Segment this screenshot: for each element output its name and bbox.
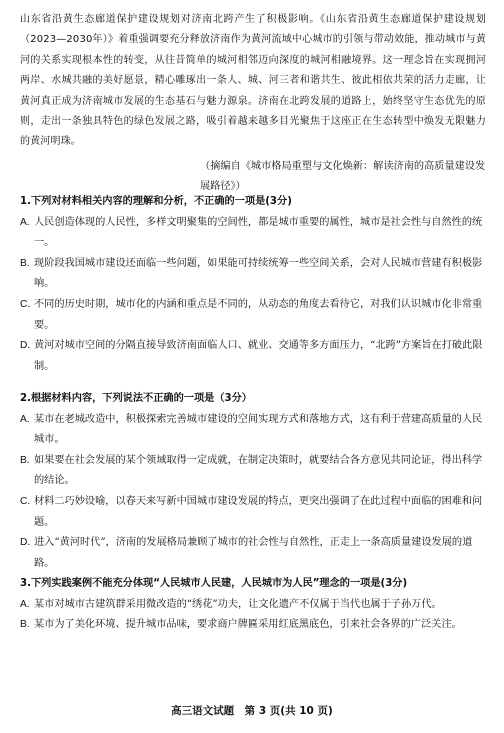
option-a: A. 某市对城市古建筑群采用微改造的“绣花”功夫，让文化遗产不仅属于当代也属于子孙万代。 — [20, 598, 442, 610]
question-1 — [20, 192, 486, 377]
option-a: A. 某市在老城改造中，积极探索完善城市建设的空间实现方式和落地方式，这有利于营建高质量的人民城市。 — [20, 413, 483, 446]
option-d: D. 进入“黄河时代”，济南的发展格局兼顾了城市的社会性与自然性，正走上一条高质量建设发展的道路。 — [20, 537, 473, 569]
option-a: A. 人民创造体现的人民性，多样文明聚集的空间性，都是城市重要的属性，城市是社会性与自然性的统一。 — [20, 216, 483, 249]
question-stem: 3.下列实践案例不能充分体现“人民城市人民建，人民城市为人民”理念的一项是(3分) — [20, 578, 408, 589]
question-stem: 2.根据材料内容，下列说法不正确的一项是（3分） — [20, 393, 252, 404]
option-c: C. 材料二巧妙设喻，以春天来写新中国城市建设发展的特点，更突出强调了在此过程中面临的困难和问题。 — [20, 495, 483, 528]
question-2 — [20, 389, 486, 574]
option-c: C. 不同的历史时期，城市化的内涵和重点是不同的，从动态的角度去看待它，对我们认识城市化非常重要。 — [20, 298, 483, 331]
option-b: B. 现阶段我国城市建设还面临一些问题，如果能可持续统筹一些空间关系，会对人民城市营建有积极影响。 — [20, 257, 483, 290]
question-stem: 1.下列对材料相关内容的理解和分析，不正确的一项是(3分) — [20, 196, 292, 207]
option-b: B. 某市为了美化环境、提升城市品味，要求商户牌匾采用红底黑底色，引来社会各界的广泛关注。 — [20, 619, 462, 631]
option-d: D. 黄河对城市空间的分隔直接导致济南面临人口、就业、交通等多方面压力，“北跨”方案旨在打破此限制。 — [20, 340, 483, 372]
question-3 — [20, 574, 486, 636]
source-citation: （摘编自《城市格局重塑与文化焕新：解读济南的高质量建设发展路径》） — [200, 161, 486, 192]
passage-text: 山东省沿黄生态廊道保护建设规划对济南北跨产生了积极影响。《山东省沿黄生态廊道保护建设规划（2023—2030年）》着重强调要充分释放济南作为黄河流域中心城市的引领与带动效能，推动城市与黄河的关系实现根本性的转变，从往昔简单的城河相邻迈向深度的城河相融境界。这一理念旨在实现拥河两岸、水城共融的美好愿景，精心雕琢出一条人、城、河三者和谐共生、彼此相依共荣的活力走廊，让黄河真正成为济南城市发展的生态基石与魅力源泉。济南在北跨发展的道路上，始终坚守生态优先的原则，走出一条独具特色的绿色发展之路，吸引着越来越多目光聚焦于这座正在生态转型中焕发无限魅力的黄河明珠。 — [20, 14, 486, 148]
option-b: B. 如果要在社会发展的某个领域取得一定成就，在制定决策时，就要结合各方意见共同论证，得出科学的结论。 — [20, 454, 483, 487]
page-footer: 高三语文试题 第 3 页(共 10 页) — [171, 705, 333, 717]
